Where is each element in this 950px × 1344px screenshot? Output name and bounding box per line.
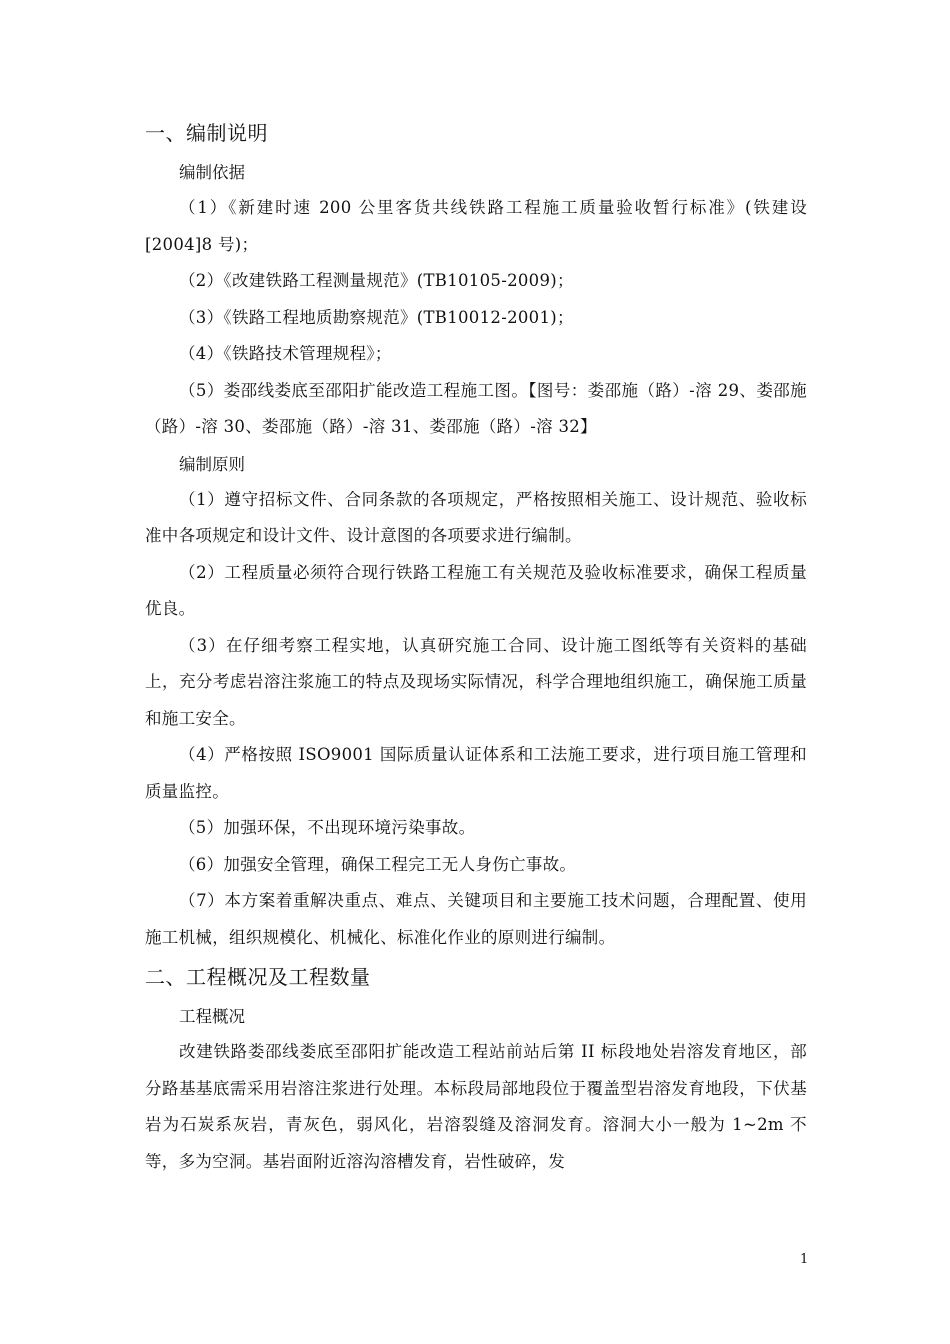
basis-item-4: （4）《铁路技术管理规程》； (179, 344, 392, 363)
basis-item-2: （2）《改建铁路工程测量规范》(TB10105-2009)； (179, 271, 574, 290)
principles-heading: 编制原则 (179, 454, 245, 474)
document-page (145, 118, 807, 1180)
overview-heading: 工程概况 (179, 1007, 245, 1026)
basis-heading: 编制依据 (179, 163, 245, 182)
principle-item-7: （7）本方案着重解决重点、难点、关键项目和主要施工技术问题，合理配置、使用施工机械，组织规模化、机械化、标准化作业的原则进行编制。 (145, 891, 807, 947)
principle-item-3: （3）在仔细考察工程实地，认真研究施工合同、设计施工图纸等有关资料的基础上，充分考虑岩溶注浆施工的特点及现场实际情况，科学合理地组织施工，确保施工质量和施工安全。 (145, 635, 807, 728)
principle-item-1: （1）遵守招标文件、合同条款的各项规定，严格按照相关施工、设计规范、验收标准中各项规定和设计文件、设计意图的各项要求进行编制。 (145, 489, 807, 545)
basis-item-3: （3）《铁路工程地质勘察规范》(TB10012-2001)； (179, 307, 574, 327)
principle-item-4: （4）严格按照 ISO9001 国际质量认证体系和工法施工要求，进行项目施工管理和质量监控。 (145, 745, 807, 801)
overview-paragraph: 改建铁路娄邵线娄底至邵阳扩能改造工程站前站后第 II 标段地处岩溶发育地区，部分路基基底需采用岩溶注浆进行处理。本标段局部地段位于覆盖型岩溶发育地段，下伏基岩为石炭系灰岩，青灰色，弱风化，岩溶裂缝及溶洞发育。溶洞大小一般为 1~2m 不等，多为空洞。基岩面附近溶沟溶槽发育，岩性破碎，发 (145, 1042, 807, 1171)
section-1-title: 一、编制说明 (145, 121, 268, 145)
page-number: 1 (800, 1252, 809, 1267)
principle-item-6: （6）加强安全管理，确保工程完工无人身伤亡事故。 (179, 854, 577, 874)
principle-item-2: （2）工程质量必须符合现行铁路工程施工有关规范及验收标准要求，确保工程质量优良。 (145, 562, 807, 618)
section-2-title: 二、工程概况及工程数量 (145, 965, 371, 989)
basis-item-5: （5）娄邵线娄底至邵阳扩能改造工程施工图。【图号：娄邵施（路）-溶 29、娄邵施（路）-溶 30、娄邵施（路）-溶 31、娄邵施（路）-溶 32】 (145, 380, 807, 436)
basis-item-1: （1）《新建时速 200 公里客货共线铁路工程施工质量验收暂行标准》(铁建设[2004]8 号)； (145, 198, 807, 254)
principle-item-5: （5）加强环保，不出现环境污染事故。 (179, 818, 476, 837)
